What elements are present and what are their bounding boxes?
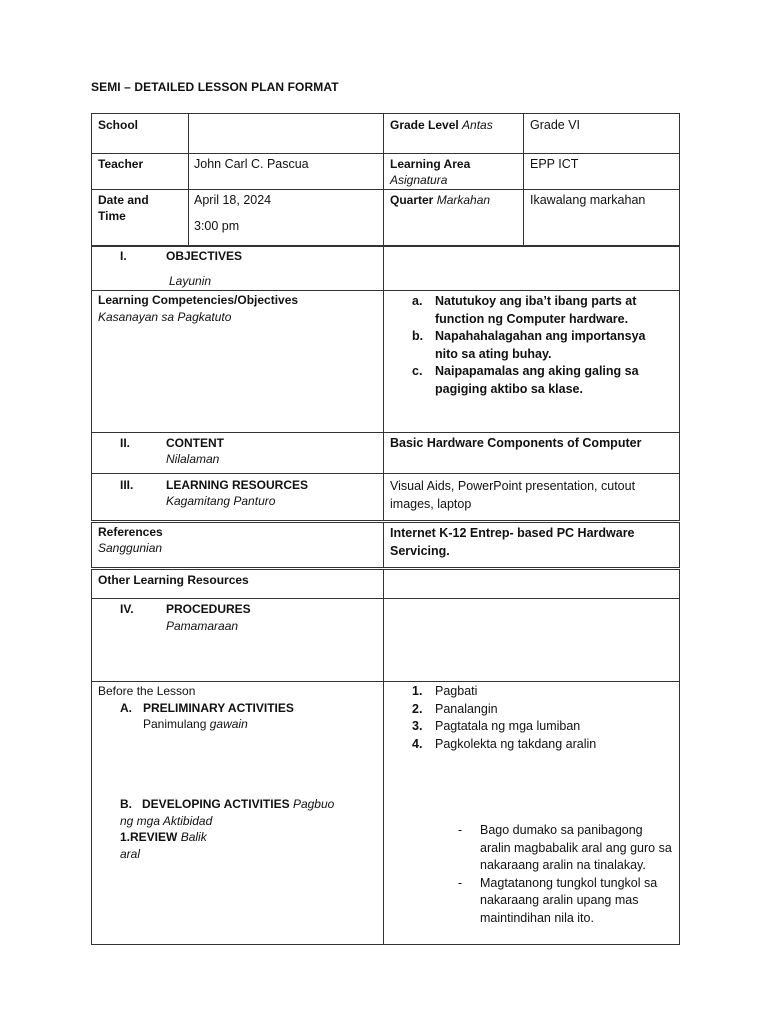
list-marker: 3. (412, 719, 423, 733)
divider (91, 598, 680, 599)
developing-heading-line (120, 796, 334, 813)
date-value: April 18, 2024 (194, 193, 272, 207)
teacher-label: Teacher (98, 157, 144, 171)
list-item (455, 875, 675, 928)
divider (383, 569, 384, 945)
content-number: II. (120, 436, 131, 450)
grade-level-label-italic: Antas (462, 118, 493, 132)
divider (383, 113, 384, 246)
review-italic-2: aral (120, 847, 141, 861)
list-item-text: Pagbati (435, 684, 478, 698)
developing-heading: DEVELOPING ACTIVITIES (142, 797, 290, 811)
references-label: References (98, 525, 163, 539)
review-italic-1: Balik (180, 830, 207, 844)
references-sublabel: Sanggunian (98, 541, 163, 555)
learning-area-label-italic: Asignatura (390, 173, 448, 187)
objectives-heading: OBJECTIVES (166, 249, 243, 263)
review-list (455, 822, 675, 927)
list-marker: a. (412, 294, 423, 308)
competencies-sublabel: Kasanayan sa Pagkatuto (98, 310, 232, 324)
school-label: School (98, 118, 139, 132)
list-marker: c. (412, 364, 423, 378)
quarter-label-italic: Markahan (436, 193, 491, 207)
header-table (91, 113, 680, 246)
content-value: Basic Hardware Components of Computer (390, 436, 642, 450)
divider (188, 113, 189, 246)
preliminary-sub-italic: gawain (209, 717, 248, 731)
list-item (455, 822, 675, 875)
divider (91, 189, 680, 190)
time-value: 3:00 pm (194, 219, 240, 233)
preliminary-heading: PRELIMINARY ACTIVITIES (143, 701, 294, 715)
objectives-number: I. (120, 249, 127, 263)
quarter-value: Ikawalang markahan (530, 193, 646, 207)
content-heading: CONTENT (166, 436, 224, 450)
list-item (408, 718, 668, 736)
resources-value: Visual Aids, PowerPoint presentation, cutout images, laptop (390, 479, 636, 511)
preliminary-list (408, 683, 668, 753)
list-marker: - (458, 875, 463, 890)
list-item-text: Panalangin (435, 701, 498, 716)
objectives-subheading: Layunin (169, 274, 212, 288)
divider (91, 153, 680, 154)
other-resources-label: Other Learning Resources (98, 573, 249, 587)
review-label: 1.REVIEW (120, 830, 178, 844)
quarter-label (390, 192, 490, 209)
list-marker: b. (412, 329, 424, 343)
preliminary-subheading (143, 716, 248, 733)
grade-level-value: Grade VI (530, 118, 581, 132)
resources-heading: LEARNING RESOURCES (166, 478, 309, 492)
divider (91, 432, 680, 433)
resources-subheading: Kagamitang Panturo (166, 494, 276, 508)
list-item (408, 736, 668, 754)
date-time-label: Date and Time (98, 193, 149, 223)
objectives-list (405, 293, 665, 398)
divider (91, 473, 680, 474)
list-item (408, 701, 668, 719)
list-marker: 4. (412, 736, 423, 751)
grade-level-label-text: Grade Level (390, 118, 459, 132)
procedures-heading: PROCEDURES (166, 602, 251, 616)
before-lesson-label: Before the Lesson (98, 684, 196, 698)
list-item-text: Magtatanong tungkol tungkol sa nakaraang aralin upang mas maintindihan nila ito. (480, 875, 658, 925)
list-item (405, 363, 665, 398)
list-item-text: Pagtatala ng mga lumiban (435, 719, 581, 733)
list-item-text: Napahahalagahan ang importansya nito sa ating buhay. (435, 329, 646, 361)
developing-sub-italic-1: Pagbuo (292, 797, 335, 811)
review-heading-line (120, 829, 207, 846)
divider (91, 681, 680, 682)
competencies-label: Learning Competencies/Objectives (98, 293, 299, 307)
preliminary-marker: A. (120, 701, 132, 715)
list-marker: - (458, 823, 463, 837)
teacher-value: John Carl C. Pascua (194, 157, 309, 171)
learning-area-label: Learning Area (390, 157, 471, 171)
developing-marker: B. (120, 797, 132, 811)
divider (383, 522, 384, 568)
preliminary-sub-plain: Panimulang (143, 717, 207, 731)
list-item (405, 328, 665, 363)
resources-number: III. (120, 478, 134, 492)
list-marker: 2. (412, 701, 423, 716)
list-item-text: Naipapamalas ang aking galing sa pagiging aktibo sa klase. (435, 364, 639, 396)
list-item (405, 293, 665, 328)
divider (383, 246, 384, 521)
quarter-label-text: Quarter (390, 193, 434, 207)
divider (91, 290, 680, 291)
learning-area-value: EPP ICT (530, 157, 579, 171)
list-item-text: Natutukoy ang iba’t ibang parts at function ng Computer hardware. (435, 294, 637, 326)
references-value: Internet K-12 Entrep- based PC Hardware Servicing. (390, 526, 635, 558)
list-item-text: Bago dumako sa panibagong aralin magbabalik aral ang guro sa nakaraang aralin na tinalakay. (480, 823, 672, 872)
content-subheading: Nilalaman (166, 452, 220, 466)
list-item-text: Pagkolekta ng takdang aralin (435, 736, 597, 751)
developing-sub-italic-2: ng mga Aktibidad (120, 814, 213, 828)
list-marker: 1. (412, 684, 423, 698)
procedures-number: IV. (120, 602, 134, 616)
list-item (408, 683, 668, 701)
grade-level-label (390, 117, 493, 134)
document-title: SEMI – DETAILED LESSON PLAN FORMAT (91, 80, 339, 94)
procedures-subheading: Pamamaraan (166, 619, 239, 633)
divider (523, 113, 524, 246)
